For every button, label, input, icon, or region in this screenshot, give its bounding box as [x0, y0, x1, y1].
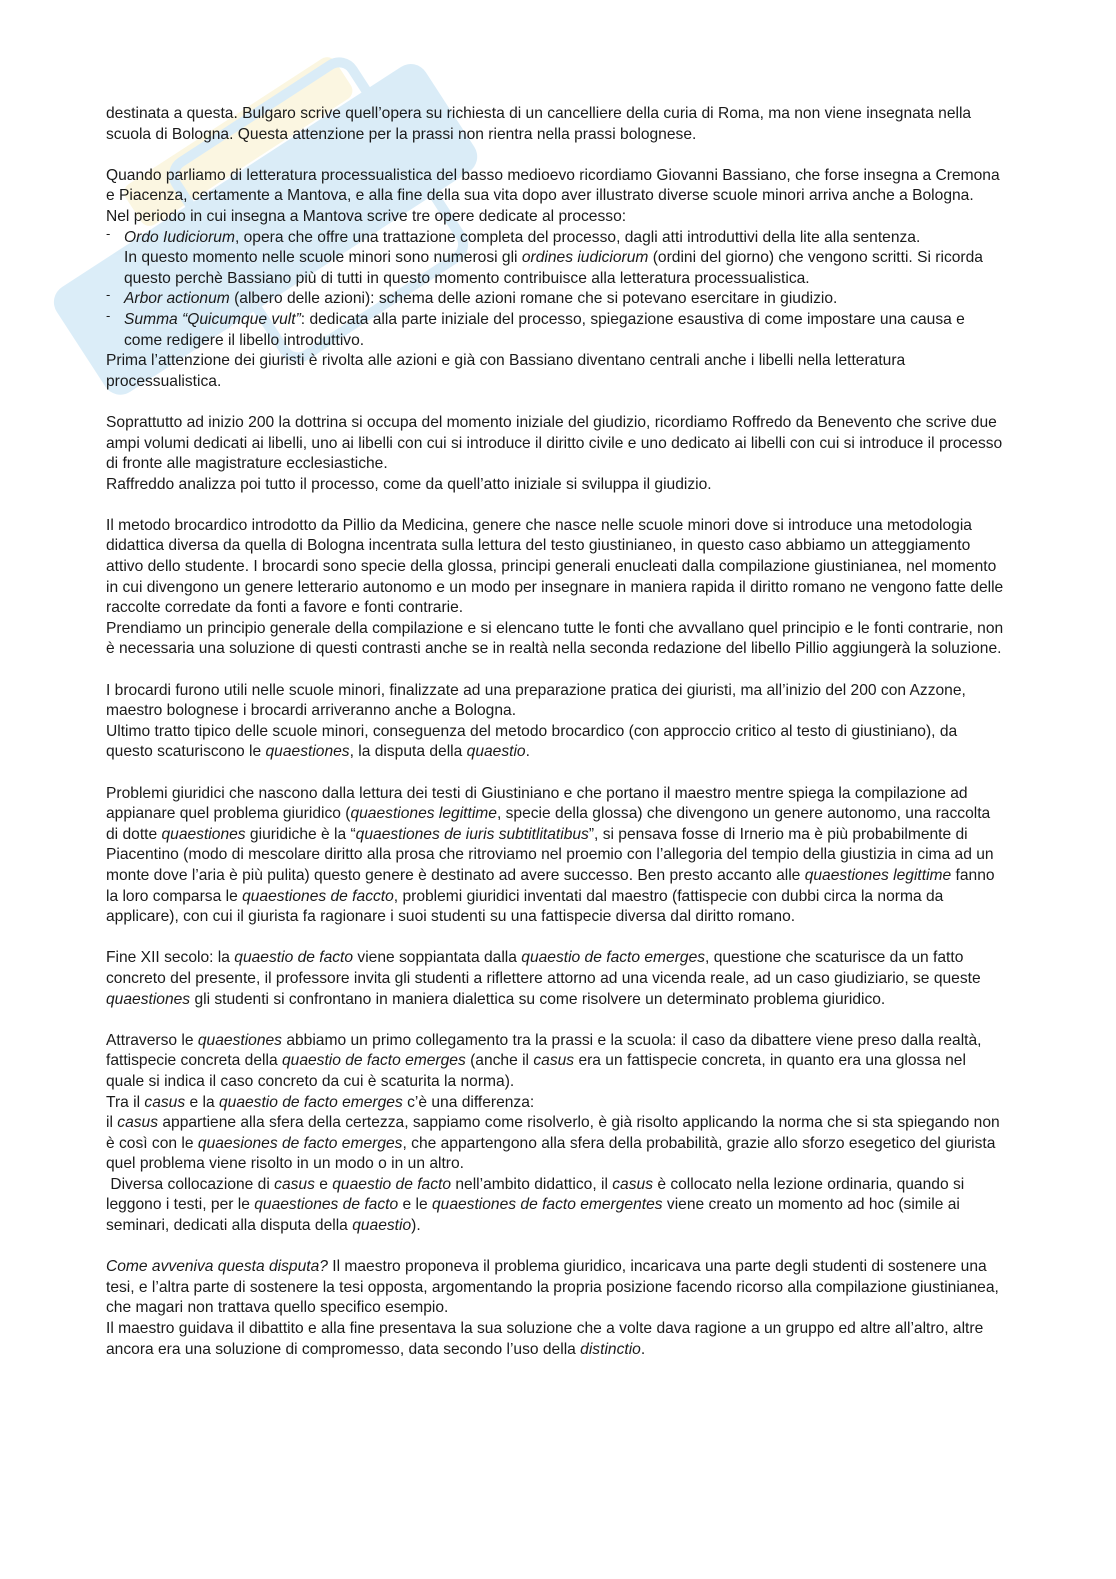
paragraph-15: il casus appartiene alla sfera della certezza, sappiamo come risolverlo, è già risolto applicando la norma che si sta spiegando non è così con le quaesiones de facto emerges, che appartengono alla sfera della probabilità, grazie allo sforzo esegetico del giurista quel problema viene risolto in un modo o in un altro. [106, 1114, 1000, 1173]
list-item-arbor: - Arbor actionum (albero delle azioni): schema delle azioni romane che si potevano esercitare in giudizio. [106, 289, 1006, 310]
list-item-summa: - Summa “Quicumque vult”: dedicata alla parte iniziale del processo, spiegazione esaustiva di come impostare una causa e come redigere il libello introduttivo. [106, 310, 1006, 351]
paragraph-7: Il metodo brocardico introdotto da Pillio da Medicina, genere che nasce nelle scuole minori dove si introduce una metodologia didattica diversa da quella di Bologna incentrata sulla lettura del testo giustinianeo, in questo caso abbiamo un atteggiamento attivo dello studente. I brocardi sono specie della glossa, principi generali enucleati dalla compilazione giustinianea, nel momento in cui divengono un genere letterario autonomo e un modo per insegnare in maniera rapida il diritto romano ne vengono fatte delle raccolte corredate da fonti a favore e fonti contrarie. [106, 516, 1004, 617]
paragraph-2: Quando parliamo di letteratura processualistica del basso medioevo ricordiamo Giovanni Bassiano, che forse insegna a Cremona e Piacenza, certamente a Mantova, e alla fine della sua vita dopo aver illustrato diverse scuole minori arriva anche a Bologna. [106, 166, 1000, 205]
paragraph-16: Diversa collocazione di casus e quaestio de facto nell’ambito didattico, il casus è collocato nella lezione ordinaria, quando si leggono i testi, per le quaestiones de facto e le quaestiones de facto emergentes viene creato un momento ad hoc (simile ai seminari, dedicati alla disputa della quaestio). [106, 1175, 965, 1235]
paragraph-10: Ultimo tratto tipico delle scuole minori, conseguenza del metodo brocardico (con approccio critico al testo di giustiniano), da questo scaturiscono le quaestiones, la disputa della quaestio. [106, 722, 958, 761]
paragraph-4: Prima l’attenzione dei giuristi è rivolta alle azioni e già con Bassiano diventano centrali anche i libelli nella letteratura processualistica. [106, 352, 906, 390]
paragraph-13: Attraverso le quaestiones abbiamo un primo collegamento tra la prassi e la scuola: il caso da dibattere viene preso dalla realtà, fattispecie concreta della quaestio de facto emerges (anche il casus era un fattispecie concreta, in quanto era una glossa nel quale si indica il caso concreto da cui è scaturita la norma). [106, 1031, 982, 1090]
paragraph-14: Tra il casus e la quaestio de facto emerges c’è una differenza: [106, 1093, 535, 1111]
paragraph-1: destinata a questa. Bulgaro scrive quell’opera su richiesta di un cancelliere della curia di Roma, ma non viene insegnata nella scuola di Bologna. Questa attenzione per la prassi non rientra nella prassi bolognese. [106, 105, 972, 143]
paragraph-8: Prendiamo un principio generale della compilazione e si elencano tutte le fonti che avvallano quel principio e le fonti contrarie, non è necessaria una soluzione di questi contrasti anche se in realtà nella seconda redazione del libello Pillio aggiungerà la soluzione. [106, 619, 1004, 658]
document-body [106, 104, 1006, 1360]
paragraph-3: Nel periodo in cui insegna a Mantova scrive tre opere dedicate al processo: [106, 207, 627, 225]
paragraph-12: Fine XII secolo: la quaestio de facto viene soppiantata dalla quaestio de facto emerges, questione che scaturisce da un fatto concreto del presente, il professore invita gli studenti a riflettere attorno ad una vicenda reale, ad un caso giudiziario, se queste quaestiones gli studenti si confrontano in maniera dialettica su come risolvere un determinato problema giuridico. [106, 949, 981, 1008]
paragraph-11: Problemi giuridici che nascono dalla lettura dei testi di Giustiniano e che portano il maestro mentre spiega la compilazione ad appianare quel problema giuridico (quaestiones legittime, specie della glossa) che divengono un genere autonomo, una raccolta di dotte quaestiones giuridiche è la “quaestiones de iuris subtitlitatibus”, si pensava fosse di Irnerio ma è più probabilmente di Piacentino (modo di mescolare diritto alla prosa che ritroviamo nel proemio con l’allegoria del tempio della giustizia in cima ad un monte dove l’aria è più pulita) questo genere è destinato ad avere successo. Ben presto accanto alle quaestiones legittime fanno la loro comparsa le quaestiones de faccto, problemi giuridici inventati dal maestro (fattispecie con dubbi circa la norma da applicare), con cui il giurista fa ragionare i suoi studenti su una fattispecie diversa dal diritto romano. [106, 784, 995, 926]
paragraph-17: Come avveniva questa disputa? Il maestro proponeva il problema giuridico, incaricava una parte degli studenti di sostenere una tesi, e l’altra parte di sostenere la tesi opposta, argomentando la propria posizione facendo ricorso alla compilazione giustinianea, che magari non trattava quello specifico esempio. [106, 1258, 999, 1317]
paragraph-18: Il maestro guidava il dibattito e alla fine presentava la sua soluzione che a volte dava ragione a un gruppo ed altre all’altro, altre ancora era una soluzione di compromesso, data secondo l’uso della distinctio. [106, 1320, 984, 1358]
list-item-ordo: - Ordo Iudiciorum, opera che offre una trattazione completa del processo, dagli atti introduttivi della lite alla sentenza. In questo momento nelle scuole minori sono numerosi gli ordines iudiciorum (ordini del giorno) che vengono scritti. Si ricorda questo perchè Bassiano più di tutti in questo momento contribuisce alla letteratura processualistica. [106, 228, 1006, 290]
paragraph-9: I brocardi furono utili nelle scuole minori, finalizzate ad una preparazione pratica dei giuristi, ma all’inizio del 200 con Azzone, maestro bolognese i brocardi arriveranno anche a Bologna. [106, 681, 966, 720]
paragraph-6: Raffreddo analizza poi tutto il processo, come da quell’atto iniziale si sviluppa il giudizio. [106, 475, 712, 493]
paragraph-5: Soprattutto ad inizio 200 la dottrina si occupa del momento iniziale del giudizio, ricordiamo Roffredo da Benevento che scrive due ampi volumi dedicati ai libelli, uno ai libelli con cui si introduce il diritto civile e uno dedicato ai libelli con cui si introduce il processo di fronte alle magistrature ecclesiastiche. [106, 413, 1003, 473]
